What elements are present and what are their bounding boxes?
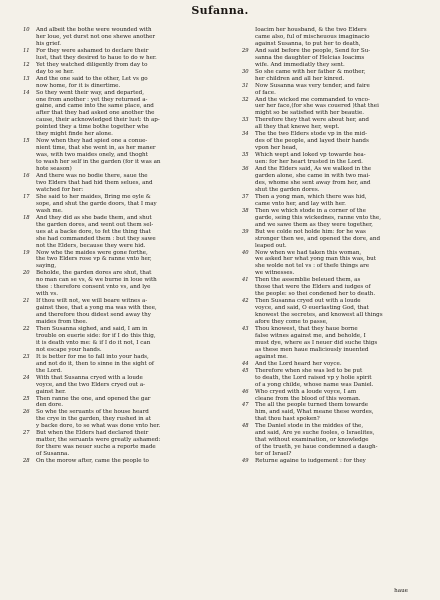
verse-number: 21	[23, 298, 30, 305]
text-line: With that Susanna cryed with a loude	[36, 374, 143, 381]
verse-text	[255, 69, 426, 83]
catchword: haue	[394, 588, 408, 594]
text-line: And the Elders said, As we walked in the	[255, 166, 372, 173]
text-line: wife. And immediatly they sent.	[255, 61, 345, 68]
text-line: afore they come to passe,	[255, 319, 328, 326]
text-line: him, and said, What meane these wordes,	[255, 409, 374, 416]
text-line: des of the people, and layed their hands	[255, 138, 369, 145]
text-line: two Elders that had hid them selues, and	[36, 179, 153, 186]
text-line: wash me.	[36, 207, 63, 214]
verse	[242, 117, 426, 131]
verse-text	[255, 27, 426, 48]
text-line: sope, and shut the garde doors, that I may	[36, 200, 157, 207]
verse-number: 12	[23, 61, 30, 68]
text-line: of a yong childe, whose name was Daniel.	[255, 381, 374, 388]
text-line: garde, seing this wickednes, ranne vnto the,	[255, 214, 381, 221]
text-line: But when the Elders had declared their	[36, 430, 149, 437]
verse-number: 23	[23, 353, 30, 360]
verse-number: 20	[23, 270, 30, 277]
text-line: they might finde her alone.	[36, 131, 113, 138]
text-line: cause, their acknowledged their lust: th ap-	[36, 117, 160, 124]
text-line: Therefore they that were about her, and	[255, 117, 369, 124]
text-line: his grief.	[36, 40, 62, 47]
text-line: Returne againe to iudgement : for they	[255, 458, 366, 465]
verse-number: 26	[23, 409, 30, 416]
verse	[242, 298, 426, 326]
verse	[242, 229, 426, 250]
text-line: The the two Elders stode vp in the mid-	[255, 131, 367, 138]
verse-text	[36, 62, 207, 76]
text-line: Yet they watched diligently from day to	[36, 61, 148, 68]
text-line: the garden dores, and went out them sel-	[36, 221, 154, 228]
verse-text	[36, 270, 207, 298]
verse-number: 25	[23, 395, 30, 402]
text-line: The Daniel stode in the middes of the,	[255, 423, 364, 430]
verse	[242, 250, 426, 278]
text-line: the crye in the garden, they rushed in at	[36, 416, 152, 423]
verse	[242, 208, 426, 229]
verse	[23, 90, 207, 139]
text-line: If thou wilt not, we will beare witnes a-	[36, 298, 148, 305]
verse-text	[36, 90, 207, 139]
right-column	[242, 27, 426, 465]
verse-number: 19	[23, 249, 30, 256]
text-line: we asked her what yong man this was, but	[255, 256, 377, 263]
verse	[23, 173, 207, 194]
text-line: shut the garden dores.	[255, 186, 320, 193]
verse-number: 37	[242, 193, 249, 200]
text-line: And albeit the bothe were wounded with	[36, 27, 152, 33]
verse-text	[255, 389, 426, 403]
text-line: against me.	[255, 353, 288, 360]
text-line: came also, ful of mischeuous imaginacio	[255, 33, 370, 40]
verse-number: 29	[242, 47, 249, 54]
verse	[23, 354, 207, 375]
verse	[242, 458, 426, 465]
verse	[23, 298, 207, 326]
text-line: maides from thee.	[36, 319, 88, 326]
text-line: she wolde not tel vs : of thefe things are	[255, 263, 370, 270]
text-line: watched for her:	[36, 186, 84, 193]
text-line: knowest the secretes, and knowest all things	[255, 312, 383, 319]
verse	[23, 458, 207, 465]
verse	[23, 27, 207, 48]
text-line: But we colde not holde him: for he was	[255, 228, 366, 235]
verse-number: 32	[242, 96, 249, 103]
verse-number: 43	[242, 325, 249, 332]
verse-number: 38	[242, 207, 249, 214]
verse	[23, 409, 207, 430]
verse-number: 16	[23, 173, 30, 180]
verse	[23, 62, 207, 76]
verse-number	[242, 27, 255, 48]
text-line: and we sawe them as they were together,	[255, 221, 373, 228]
text-line: gainst thee, that a yong ma was with thee,	[36, 305, 157, 312]
verse-text	[255, 402, 426, 423]
text-line: was, with two maides onely, and thoght	[36, 152, 148, 159]
verse-text	[255, 194, 426, 208]
verse-number: 27	[23, 430, 30, 437]
text-line: Now when we had taken this woman,	[255, 249, 362, 256]
verse-number: 49	[242, 458, 249, 465]
verse	[242, 83, 426, 97]
verse-text	[255, 83, 426, 97]
text-line: with vs.	[36, 291, 59, 298]
verse-text	[255, 250, 426, 278]
text-line: as these men haue maliciously inuented	[255, 346, 369, 353]
text-line: we witnesses.	[255, 270, 295, 277]
verse-text	[255, 152, 426, 166]
text-line: And the Lord heard her voyce.	[255, 360, 342, 367]
verse-number: 15	[23, 138, 30, 145]
verse-number: 18	[23, 214, 30, 221]
verse-text	[36, 138, 207, 173]
text-line: gainst her.	[36, 388, 66, 395]
text-line: ter of Israel?	[255, 451, 292, 458]
verse-text	[36, 298, 207, 326]
text-line: one from another : yet they returned a-	[36, 96, 148, 103]
verse-number: 45	[242, 367, 249, 374]
text-line: voyce, and said, O euerlasting God, that	[255, 305, 369, 312]
verse-text	[36, 173, 207, 194]
text-line: And there was no bodie there, saue the	[36, 173, 148, 180]
text-line: saying,	[36, 263, 57, 270]
verse	[23, 270, 207, 298]
verse-text	[36, 194, 207, 215]
verse-number: 31	[242, 82, 249, 89]
verse-text	[36, 354, 207, 375]
verse-number: 28	[23, 458, 30, 465]
text-line: Then we which stode in a corner of the	[255, 207, 366, 214]
verse-number: 46	[242, 388, 249, 395]
text-line: of the trueth, ye haue condemned a daugh-	[255, 444, 378, 451]
verse-number: 24	[23, 374, 30, 381]
text-line: after that they had asked one another the	[36, 110, 155, 117]
text-line: it is death vnto me: & if I do it not, I can	[36, 339, 151, 346]
text-line: It is better for me to fall into your hads,	[36, 353, 149, 360]
text-line: Now whe the maides were gone forthe,	[36, 249, 148, 256]
text-line: nient time, that she went in, as her maner	[36, 145, 156, 152]
verse	[23, 138, 207, 173]
verse	[23, 76, 207, 90]
text-line: uer her face,(for she was couered )that thei	[255, 103, 379, 110]
text-line: not the Elders, because they were hid.	[36, 242, 146, 249]
verse-number: 14	[23, 89, 30, 96]
text-line: Who cryed with a loude voyce, I am	[255, 388, 357, 395]
verse-text	[255, 166, 426, 194]
verse-number: 33	[242, 117, 249, 124]
verse	[23, 250, 207, 271]
verse	[242, 423, 426, 458]
text-line: lust, that they desired to haue to do w her.	[36, 54, 157, 61]
text-line: thee : therefore consent vnto vs, and lye	[36, 284, 151, 291]
verse	[242, 194, 426, 208]
verse	[242, 368, 426, 389]
verse-text	[255, 48, 426, 69]
text-line: hote season)	[36, 166, 72, 173]
verse-text	[255, 326, 426, 361]
verse-number: 35	[242, 152, 249, 159]
verse	[23, 375, 207, 396]
text-line: trouble on euerie side: for if I do this thig,	[36, 332, 156, 339]
verse-text	[255, 117, 426, 131]
verse-text	[36, 326, 207, 354]
verse	[242, 361, 426, 368]
text-line: and therefore thou didest send away thy	[36, 312, 151, 319]
verse-text	[255, 277, 426, 298]
text-line: So whe the seruants of the house heard	[36, 409, 149, 416]
text-line: On the morow after, came the people to	[36, 458, 149, 465]
text-line: y backe dore, to se what was done vnto her.	[36, 423, 161, 430]
text-line: Ioacim her housband, & the two Elders	[255, 27, 367, 33]
text-line: So she came with her father & mother,	[255, 68, 366, 75]
verse	[23, 396, 207, 410]
text-line: of Susanna.	[36, 451, 70, 458]
verse-number: 11	[23, 47, 30, 54]
text-line: Thou knowest, that they haue borne	[255, 325, 358, 332]
verse	[23, 430, 207, 458]
text-line: of face.	[255, 89, 276, 96]
text-line: now home, for it is dinertime.	[36, 82, 121, 89]
text-line: matter, the seruants were greatly ashamed:	[36, 437, 161, 444]
text-line: Therefore when she was led to be put	[255, 367, 363, 374]
verse-number: 22	[23, 325, 30, 332]
verse-text	[36, 375, 207, 396]
text-line: not escape your hands.	[36, 346, 102, 353]
text-line: might so be satisfied with her beautie.	[255, 110, 365, 117]
verse-number: 40	[242, 249, 249, 256]
text-line: all they that knewe her, wept.	[255, 124, 340, 131]
text-line: Now when they had spied one a conue-	[36, 138, 148, 145]
text-line: false witnes against me, and beholde, I	[255, 332, 366, 339]
text-line: Which wept and loked vp towarde hea-	[255, 152, 366, 159]
text-line: came vnto her, and lay with her.	[255, 200, 346, 207]
text-line: gaine, and came into the same place, and	[36, 103, 154, 110]
text-line: the Lord.	[36, 367, 63, 374]
verse-text	[36, 458, 207, 465]
text-line: So they went their way, and departed,	[36, 89, 144, 96]
text-line: ues at a backe dore, to fet the thing that	[36, 228, 151, 235]
verse-text	[255, 131, 426, 152]
text-line: sanna the daughter of Helcias Ioacims	[255, 54, 365, 61]
verse-number: 39	[242, 228, 249, 235]
verse-text	[255, 208, 426, 229]
text-line: And they did as she bade them, and shut	[36, 214, 152, 221]
text-line: must dye, where as I neuer did suche thigs	[255, 339, 378, 346]
text-line: stronger then we, and opened the dore, and	[255, 235, 381, 242]
verse-text	[36, 215, 207, 250]
left-column	[23, 27, 207, 465]
verse	[23, 194, 207, 215]
text-line: that thou hast spoken?	[255, 416, 320, 423]
text-line: for there was neuer suche a reporte made	[36, 444, 156, 451]
text-line: Then Susanna sighed, and said, I am in	[36, 325, 148, 332]
verse-text	[255, 298, 426, 326]
verse	[23, 48, 207, 62]
verse-text	[255, 368, 426, 389]
verse-number: 10	[23, 27, 30, 33]
verse	[242, 166, 426, 194]
verse-text	[36, 250, 207, 271]
verse	[242, 97, 426, 118]
text-line: And the wicked me commanded to vnco-	[255, 96, 370, 103]
text-line: Then a yong man, which there was hid,	[255, 193, 367, 200]
verse-text	[36, 396, 207, 410]
text-line: And said before the people, Send for Su-	[255, 47, 371, 54]
text-line: Beholde, the garden dores are shut, that	[36, 270, 152, 277]
text-line: the two Elders rose vp & ranne vnto her,	[36, 256, 152, 263]
text-line: against Susanna, to put her to death,	[255, 40, 361, 47]
text-line: her loue, yet durst not one shewe another	[36, 33, 156, 40]
text-line: For they were ashamed to declare their	[36, 47, 149, 54]
text-line: and said, Are ye suche fooles, o Israelites,	[255, 430, 375, 437]
verse	[242, 27, 426, 48]
verse-text	[36, 430, 207, 458]
verse-number: 17	[23, 193, 30, 200]
text-line: leaped out.	[255, 242, 287, 249]
text-line: Then Susanna cryed out with a loude	[255, 298, 361, 305]
text-line: to wash her self in the garden (for it was an	[36, 159, 161, 166]
text-line: uen: for her heart trusted in the Lord.	[255, 159, 363, 166]
verse-number: 42	[242, 298, 249, 305]
verse-text	[255, 458, 426, 465]
text-line: And the one said to the other, Let vs go	[36, 75, 148, 82]
text-line: cleane from the blood of this woman.	[255, 395, 361, 402]
text-line: des, whome she sent away from her, and	[255, 179, 371, 186]
verse-text	[36, 76, 207, 90]
text-line: garden alone, she came in with two mai-	[255, 173, 371, 180]
text-line: Then ranne the one, and opened the gar	[36, 395, 151, 402]
verse-number: 41	[242, 277, 249, 284]
text-line: The all the people turned them towarde	[255, 402, 369, 409]
verse-number: 44	[242, 360, 249, 367]
verse	[23, 215, 207, 250]
text-line: She said to her maides, Bring me oyle &	[36, 193, 151, 200]
text-line: den dore.	[36, 402, 63, 409]
text-line: pointed they a time bothe together whe	[36, 124, 149, 131]
verse-number: 36	[242, 166, 249, 173]
verse	[242, 326, 426, 361]
verse	[242, 48, 426, 69]
verse	[242, 69, 426, 83]
verse-text	[36, 409, 207, 430]
verse-text	[36, 27, 207, 48]
text-line: day to se her.	[36, 68, 74, 75]
text-line: that without examination, or knowledge	[255, 437, 369, 444]
text-line: she had commanded them : but they sawe	[36, 235, 156, 242]
verse	[242, 402, 426, 423]
text-line: Now Susanna was very tender, and faire	[255, 82, 370, 89]
verse	[242, 152, 426, 166]
verse-text	[255, 423, 426, 458]
text-line: and not do it, then to sinne in the sight of	[36, 360, 154, 367]
verse-text	[255, 97, 426, 118]
text-line: Then the assemblie beleued them, as	[255, 277, 361, 284]
text-line: vpon her head,	[255, 145, 298, 152]
text-line: to death, the Lord raised vp y holie spirit	[255, 374, 372, 381]
text-line: voyce, and the two Elders cryed out a-	[36, 381, 146, 388]
verse	[242, 277, 426, 298]
verse	[23, 326, 207, 354]
verse-text	[36, 48, 207, 62]
verse-number: 47	[242, 402, 249, 409]
text-line: her children and all her kinred.	[255, 75, 345, 82]
verse-text	[255, 361, 426, 368]
verse-number: 30	[242, 68, 249, 75]
text-line: no man can se vs, & we burne in loue with	[36, 277, 157, 284]
verse	[242, 131, 426, 152]
verse	[242, 389, 426, 403]
verse-number: 13	[23, 75, 30, 82]
text-line: those that were the Elders and iudges of	[255, 284, 371, 291]
text-line: the people: so thei condened her to death.	[255, 291, 376, 298]
verse-text	[255, 229, 426, 250]
verse-number: 34	[242, 131, 249, 138]
verse-number: 48	[242, 423, 249, 430]
running-head: Sufanna.	[191, 4, 249, 17]
